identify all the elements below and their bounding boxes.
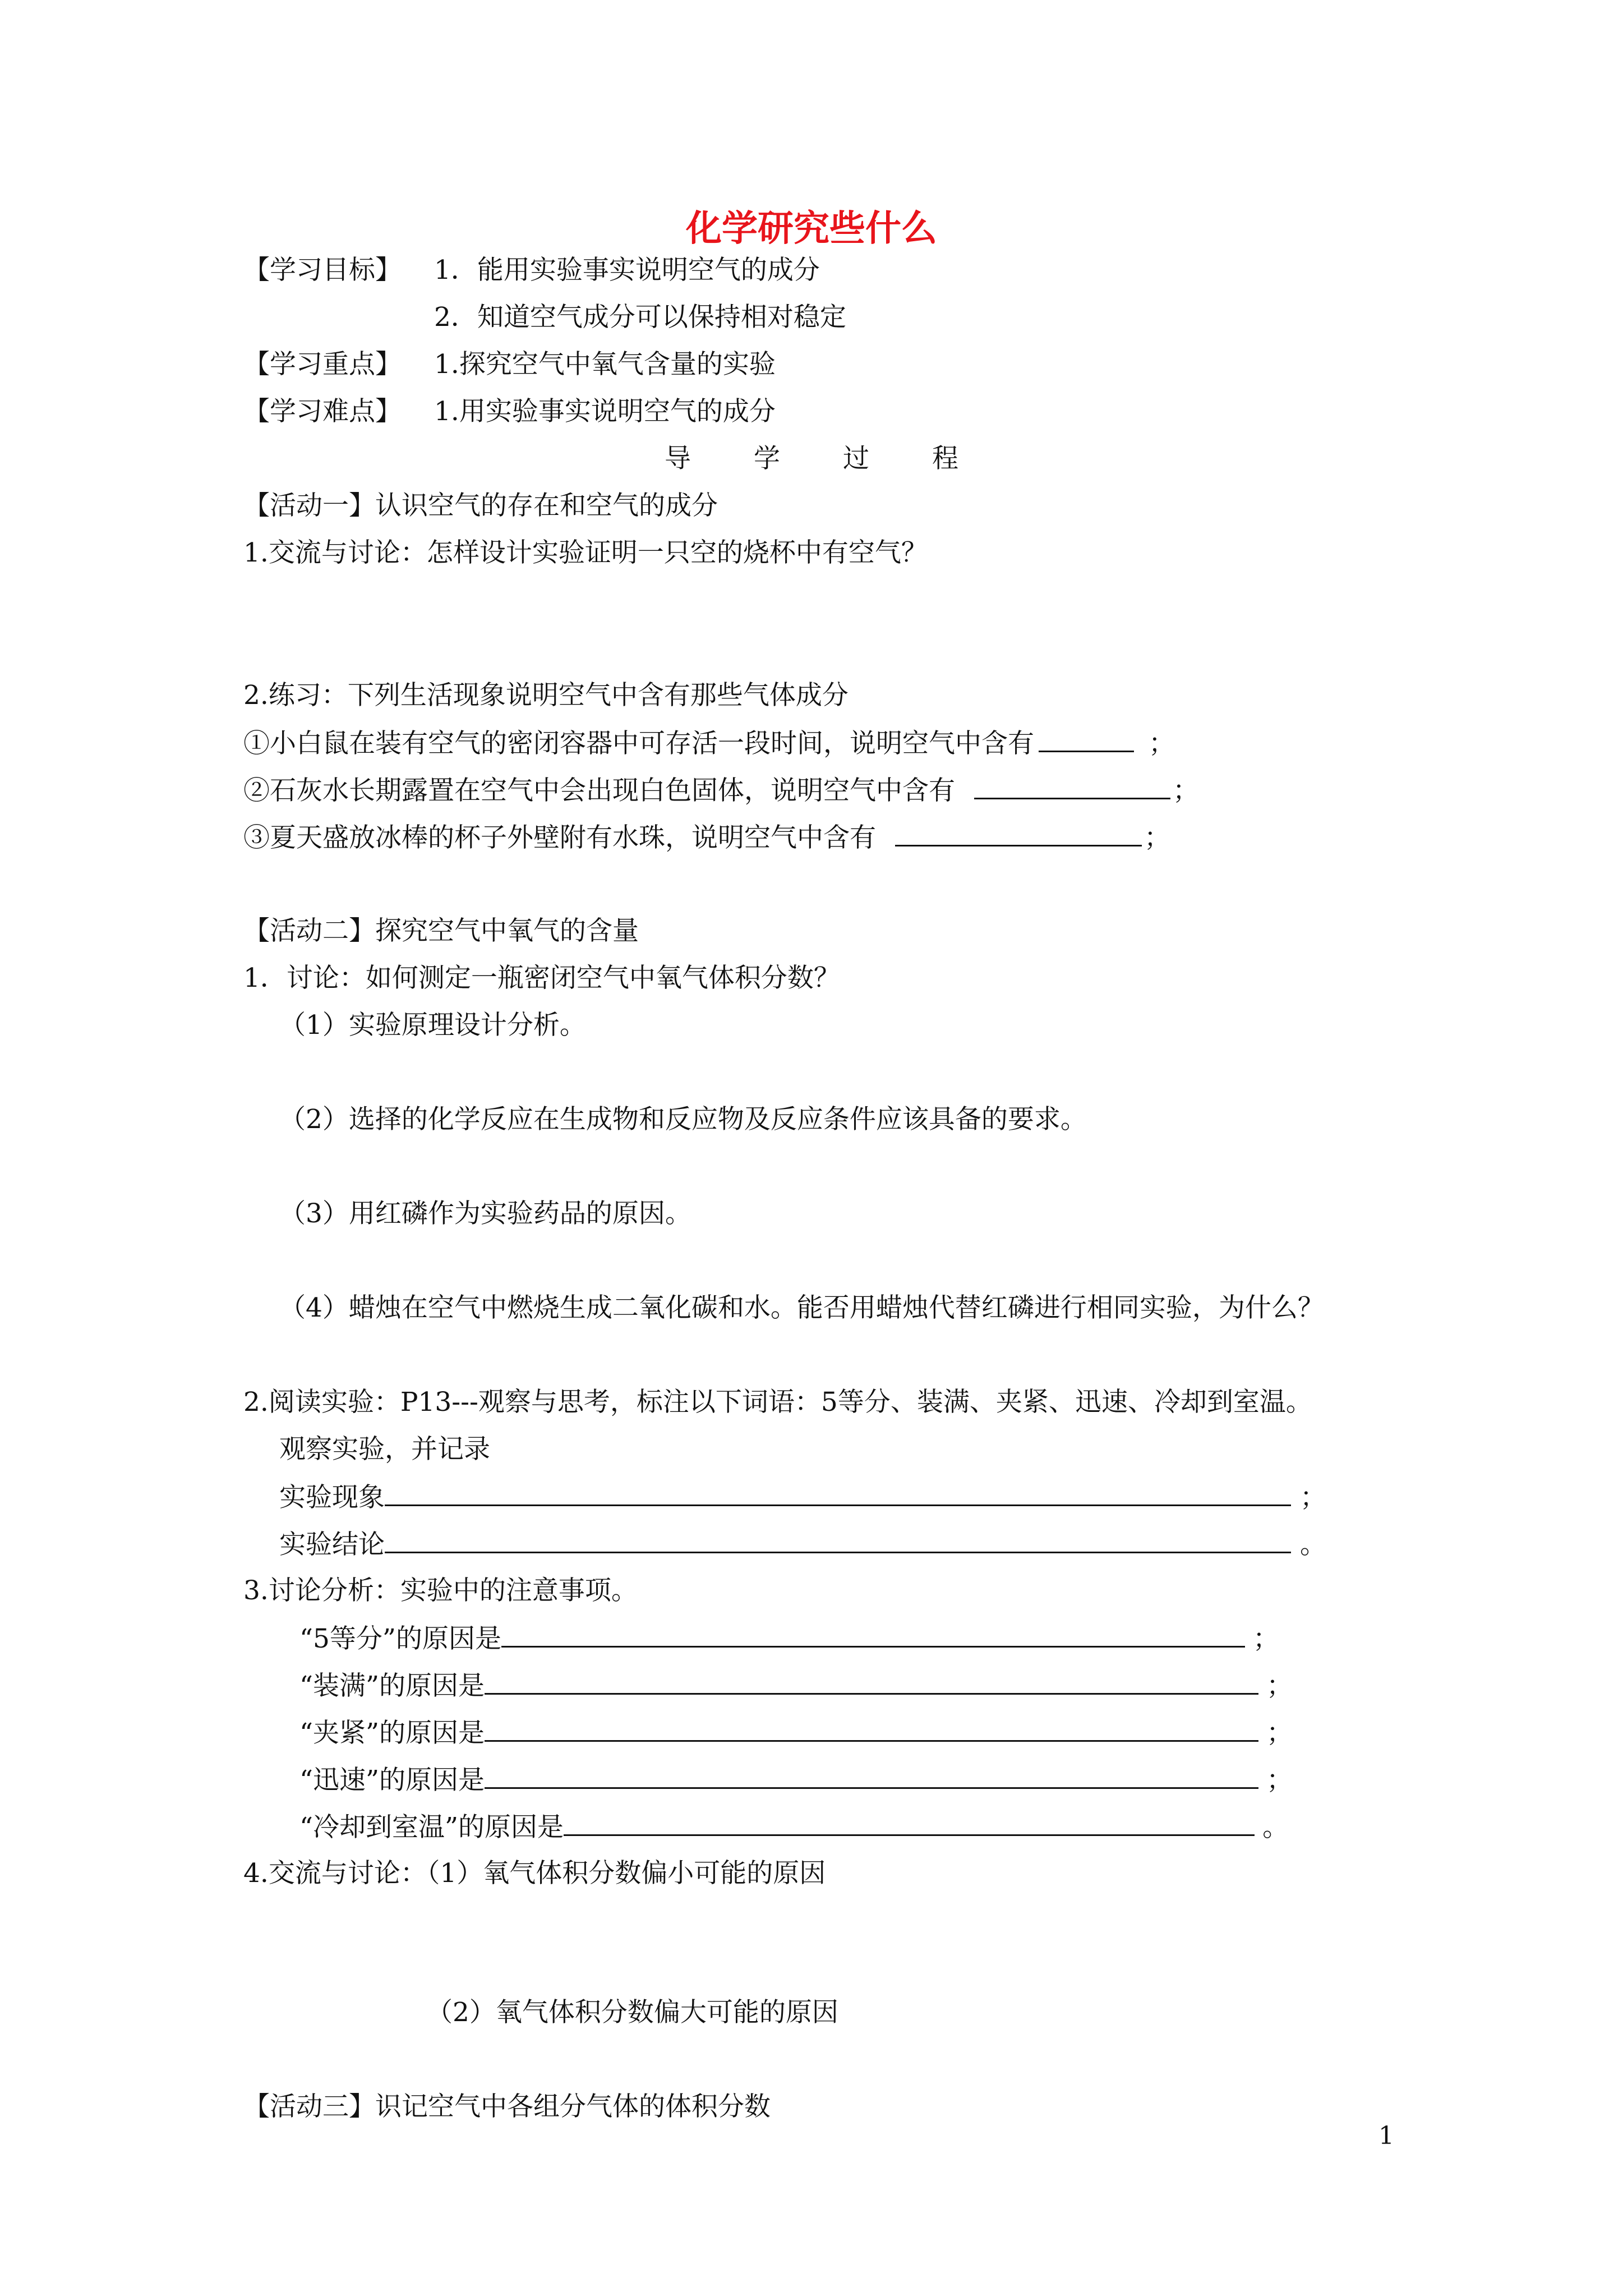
- learning-goal-1: 1．能用实验事实说明空气的成分: [434, 255, 820, 286]
- answer-blank[interactable]: [1039, 726, 1134, 752]
- item-end-mark: ；: [1173, 775, 1199, 806]
- row-end-mark: ；: [1300, 1482, 1326, 1513]
- conclusion-blank[interactable]: [385, 1527, 1291, 1553]
- reason-blank[interactable]: [485, 1668, 1258, 1695]
- reason-blank[interactable]: [564, 1810, 1255, 1836]
- item-end-mark: ；: [1144, 822, 1170, 853]
- activity1-item-3: [243, 820, 1170, 855]
- process-heading: [0, 442, 1623, 476]
- observe-instruction: 观察实验，并记录: [279, 1434, 490, 1465]
- reason-blank[interactable]: [485, 1763, 1258, 1789]
- activity2-heading: 【活动二】探究空气中氧气的含量: [243, 915, 639, 946]
- reason-row: [299, 1668, 1293, 1703]
- activity1-heading: 【活动一】认识空气的存在和空气的成分: [243, 490, 718, 521]
- activity2-question-4-sub-2: （2）氧气体积分数偏大可能的原因: [426, 1997, 838, 2028]
- page-title: 化学研究些什么: [686, 208, 937, 250]
- reason-blank[interactable]: [485, 1715, 1258, 1742]
- row-end-mark: ；: [1266, 1765, 1293, 1796]
- learning-difficulty-label: 【学习难点】: [243, 396, 402, 427]
- answer-blank[interactable]: [974, 773, 1170, 799]
- process-heading-char: 过: [843, 443, 869, 474]
- learning-goal-2: 2．知道空气成分可以保持相对稳定: [434, 302, 846, 333]
- process-heading-char: 学: [754, 443, 780, 474]
- activity1-item-1: [243, 726, 1175, 761]
- row-end-mark: ；: [1266, 1671, 1293, 1701]
- activity1-question-1: 1.交流与讨论：怎样设计实验证明一只空的烧杯中有空气？: [243, 537, 928, 568]
- answer-blank[interactable]: [895, 820, 1142, 846]
- reason-row: [299, 1810, 1289, 1844]
- activity2-sub-2: （2）选择的化学反应在生成物和反应物及反应条件应该具备的要求。: [279, 1104, 1087, 1135]
- learning-goals-label: 【学习目标】: [243, 255, 402, 286]
- row-end-mark: 。: [1262, 1812, 1289, 1843]
- activity2-sub-4: （4）蜡烛在空气中燃烧生成二氧化碳和水。能否用蜡烛代替红磷进行相同实验，为什么？: [279, 1292, 1324, 1323]
- process-heading-char: 程: [932, 443, 958, 474]
- process-heading-char: 导: [665, 443, 691, 474]
- reason-label: “装满”的原因是: [299, 1671, 485, 1701]
- page-number: 1: [1378, 2122, 1394, 2150]
- activity2-question-1: 1．讨论：如何测定一瓶密闭空气中氧气体积分数？: [243, 963, 840, 993]
- reason-row: [299, 1621, 1279, 1656]
- item-end-mark: ；: [1149, 728, 1175, 759]
- reason-blank[interactable]: [501, 1621, 1245, 1648]
- activity2-sub-3: （3）用红磷作为实验药品的原因。: [279, 1198, 691, 1229]
- phenomenon-blank[interactable]: [385, 1480, 1291, 1506]
- activity2-question-3: 3.讨论分析：实验中的注意事项。: [243, 1575, 638, 1606]
- item-text: ③夏天盛放冰棒的杯子外壁附有水珠，说明空气中含有: [243, 822, 876, 853]
- learning-difficulty-1: 1.用实验事实说明空气的成分: [434, 396, 776, 427]
- reason-row: [299, 1715, 1293, 1750]
- activity2-question-2: 2.阅读实验：P13---观察与思考，标注以下词语：5等分、装满、夹紧、迅速、冷却到室温。: [243, 1387, 1312, 1418]
- conclusion-row: [279, 1527, 1326, 1562]
- phenomenon-label: 实验现象: [279, 1482, 385, 1513]
- phenomenon-row: [279, 1480, 1326, 1515]
- activity2-sub-1: （1）实验原理设计分析。: [279, 1010, 586, 1041]
- row-end-mark: ；: [1266, 1718, 1293, 1749]
- row-end-mark: ；: [1252, 1623, 1279, 1654]
- reason-row: [299, 1763, 1293, 1797]
- reason-label: “冷却到室温”的原因是: [299, 1812, 564, 1843]
- conclusion-label: 实验结论: [279, 1529, 385, 1560]
- item-text: ①小白鼠在装有空气的密闭容器中可存活一段时间，说明空气中含有: [243, 728, 1034, 759]
- item-text: ②石灰水长期露置在空气中会出现白色固体，说明空气中含有: [243, 775, 955, 806]
- activity2-question-4: 4.交流与讨论：（1）氧气体积分数偏小可能的原因: [243, 1858, 826, 1889]
- row-end-mark: 。: [1300, 1529, 1326, 1560]
- reason-label: “夹紧”的原因是: [299, 1718, 485, 1749]
- learning-focus-1: 1.探究空气中氧气含量的实验: [434, 349, 776, 380]
- learning-focus-label: 【学习重点】: [243, 349, 402, 380]
- activity3-heading: 【活动三】识记空气中各组分气体的体积分数: [243, 2091, 771, 2122]
- activity1-question-2: 2.练习：下列生活现象说明空气中含有那些气体成分: [243, 680, 849, 711]
- reason-label: “5等分”的原因是: [299, 1623, 501, 1654]
- reason-label: “迅速”的原因是: [299, 1765, 485, 1796]
- activity1-item-2: [243, 773, 1199, 808]
